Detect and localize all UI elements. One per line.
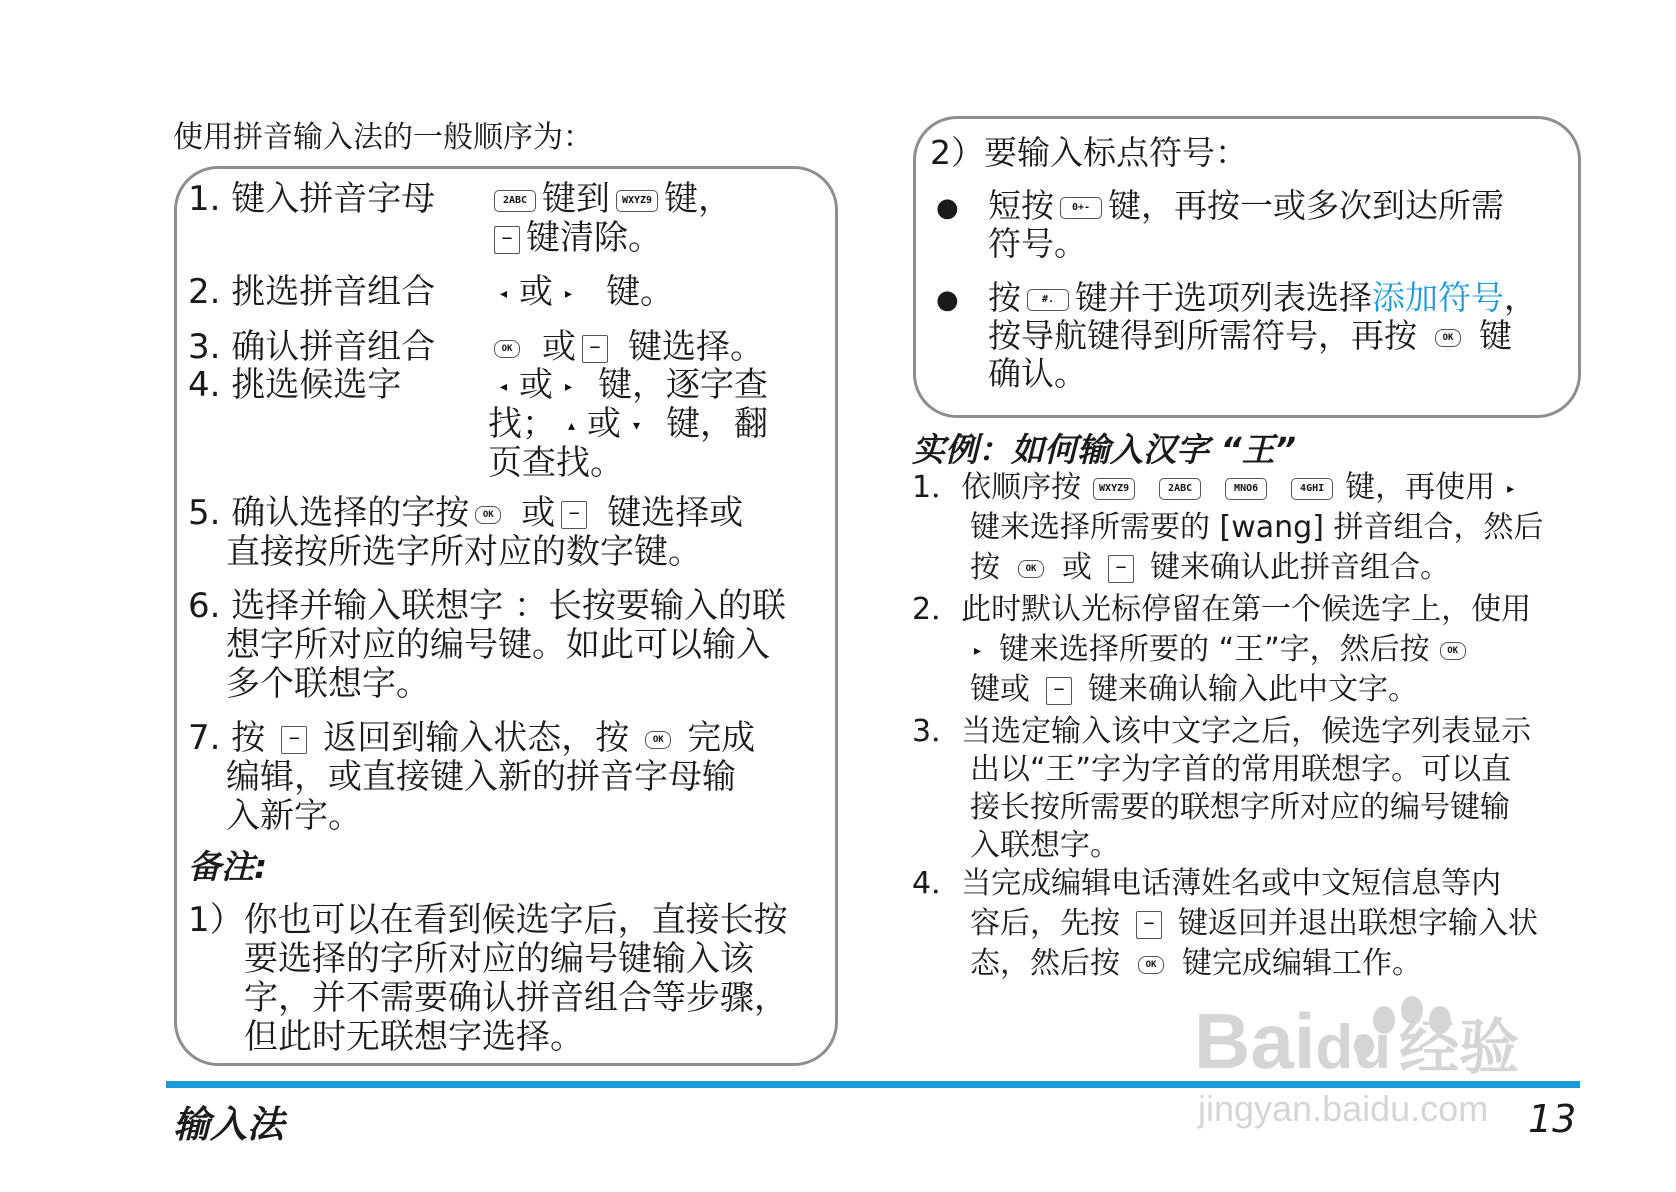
soft-key-icon: − [561,501,587,529]
example-1-line-3 [970,550,1450,586]
step-2 [188,272,435,312]
intro-text: 使用拼音输入法的一般顺序为： [173,120,593,155]
step-2-label: 2. 挑选拼音组合 [188,272,436,312]
soft-key-icon: − [1108,555,1134,583]
key-0-icon: 0+- [1060,197,1102,219]
punct-bullet-1-line-2: 符号。 [988,224,1087,263]
step-3 [188,327,435,367]
soft-key-icon: − [494,226,520,254]
step-6-line-3: 多个联想字。 [226,664,430,704]
soft-key-icon: − [1046,677,1072,705]
example-1-line-2: 键来选择所需要的 [wang] 拼音组合，然后 [970,510,1544,545]
page-number: 13 [1528,1097,1577,1141]
step-4-label: 4. 挑选候选字 [188,365,402,405]
watermark-url: jingyan.baidu.com [1198,1088,1489,1129]
watermark-brand [1194,996,1519,1087]
ok-key-icon: OK [1138,956,1164,974]
example-4: 4．当完成编辑电话薄姓名或中文短信息等内 [912,866,1502,901]
text-fragment: 或 [587,404,622,444]
ok-key-icon: OK [1440,642,1466,660]
note-line-1: 1）你也可以在看到候选字后，直接长按 [188,900,788,940]
baidu-watermark [1194,988,1584,1138]
note-title: 备注: [188,847,268,886]
soft-key-icon: − [582,335,608,363]
text-fragment: 键到 [542,179,610,219]
step-1-label: 1. 键入拼音字母 [188,179,436,219]
nav-right-icon: ▸ [1507,480,1515,497]
soft-key-icon: − [1136,911,1162,939]
step-4 [188,365,401,405]
note-line-4: 但此时无联想字选择。 [244,1017,584,1057]
nav-down-icon: ▾ [633,417,641,434]
key-2-icon: 2ABC [1159,478,1201,500]
text-fragment: 键或 [970,672,1030,707]
text-fragment: 键。 [606,272,675,312]
step-5-line-2: 直接按所选字所对应的数字键。 [226,532,702,572]
example-4-line-2 [970,906,1538,942]
step-4-detail-2 [488,404,768,446]
nav-right-icon: ▸ [974,642,982,659]
step-7 [188,718,755,758]
text-fragment: 键选择或 [607,493,744,533]
add-symbol-link[interactable]: 添加符号 [1372,278,1504,317]
text-fragment: 键，再使用 [1345,470,1496,505]
text-fragment: 或 [521,493,556,533]
text-fragment: 按 [970,550,1000,585]
punct-title: 2）要输入标点符号： [930,133,1248,172]
step-6: 6. 选择并输入联想字 ：长按要输入的联 [188,586,787,626]
text-fragment: 键选择。 [628,327,764,367]
footer-title: 输入法 [173,1103,284,1146]
text-fragment: 7. 按 [188,718,266,758]
text-fragment: 完成 [687,718,756,758]
ok-key-icon: OK [645,731,671,749]
text-fragment: 或 [519,272,554,312]
example-2-line-2 [970,632,1476,669]
text-fragment: 键来选择所要的 “王”字，然后按 [999,632,1430,667]
nav-right-icon: ▸ [565,378,573,395]
punct-bullet-2-line-2 [988,316,1512,356]
text-fragment: 或 [542,327,576,367]
punct-bullet-2-line-3: 确认。 [988,354,1087,393]
text-fragment: ， [1504,278,1537,317]
step-4-detail-3: 页查找。 [488,443,624,483]
text-fragment: 键完成编辑工作。 [1182,946,1422,981]
ok-key-icon: OK [494,340,520,358]
key-9-icon: WXYZ9 [616,190,658,212]
text-fragment: 按导航键得到所需符号，再按 [988,316,1417,355]
step-5 [188,493,743,533]
note-line-3: 字，并不需要确认拼音组合等步骤， [244,978,788,1018]
ok-key-icon: OK [1018,560,1044,578]
text-fragment: 短按 [988,186,1054,225]
text-fragment: 键返回并退出联想字输入状 [1178,906,1538,941]
example-4-line-3 [970,946,1422,982]
example-2-line-3 [970,672,1418,708]
text-fragment: 键， [664,179,732,219]
text-fragment: 键，逐字查 [598,365,769,405]
text-fragment: 态，然后按 [970,946,1120,981]
step-3-detail [488,327,764,367]
nav-left-icon: ◂ [500,378,508,395]
step-4-detail [488,365,768,407]
text-fragment: 键 [1479,316,1512,355]
watermark-brand-part-1: Bai [1194,997,1316,1085]
nav-up-icon: ▴ [568,417,576,434]
step-2-detail [488,272,674,314]
text-fragment: 键，再按一或多次到达所需 [1108,186,1504,225]
ok-key-icon: OK [1435,329,1461,347]
example-3: 3．当选定输入该中文字之后，候选字列表显示 [912,714,1532,749]
text-fragment: 键，翻 [666,404,769,444]
example-3-line-2: 出以“王”字为字首的常用联想字。可以直 [970,752,1512,787]
example-1 [912,470,1526,507]
step-1-detail [488,179,732,219]
step-1-detail-2 [488,218,662,258]
nav-right-icon: ▸ [565,285,573,302]
text-fragment: 容后，先按 [970,906,1120,941]
example-3-line-4: 入联想字。 [970,828,1120,863]
key-4-icon: 4GHI [1291,478,1333,500]
text-fragment: 1．依顺序按 [912,470,1082,505]
text-fragment: 键来确认输入此中文字。 [1088,672,1418,707]
step-3-label: 3. 确认拼音组合 [188,327,436,367]
text-fragment: 或 [1062,550,1092,585]
punct-bullet-2 [988,278,1537,318]
example-title: 实例：如何输入汉字 “王” [912,430,1296,469]
watermark-suffix: 经验 [1399,1014,1520,1081]
step-7-line-3: 入新字。 [226,796,362,836]
text-fragment: 按 [988,278,1021,317]
ok-key-icon: OK [475,506,501,524]
step-7-line-2: 编辑，或直接键入新的拼音字母输 [226,757,736,797]
punct-bullet-1 [988,186,1504,226]
bullet-icon: ● [936,285,959,315]
key-hash-icon: #. [1027,289,1069,311]
example-3-line-3: 接长按所需要的联想字所对应的编号键输 [970,790,1510,825]
note-line-2: 要选择的字所对应的编号键输入该 [244,939,754,979]
key-6-icon: MNO6 [1225,478,1267,500]
soft-key-icon: − [281,726,307,754]
watermark-brand-part-2: du [1315,1013,1392,1082]
step-6-line-2: 想字所对应的编号键。如此可以输入 [226,625,770,665]
text-fragment: 键并于选项列表选择 [1075,278,1372,317]
bullet-icon: ● [936,193,959,223]
text-fragment: 找； [488,404,556,444]
key-9-icon: WXYZ9 [1093,478,1135,500]
text-fragment: 键清除。 [526,218,662,258]
text-fragment: 键来确认此拼音组合。 [1150,550,1450,585]
step-1 [188,179,435,219]
key-2-icon: 2ABC [494,190,536,212]
nav-left-icon: ◂ [500,285,508,302]
example-2: 2．此时默认光标停留在第一个候选字上，使用 [912,592,1532,627]
text-fragment: 5. 确认选择的字按 [188,493,470,533]
text-fragment: 返回到输入状态，按 [323,718,630,758]
text-fragment: 或 [519,365,554,405]
